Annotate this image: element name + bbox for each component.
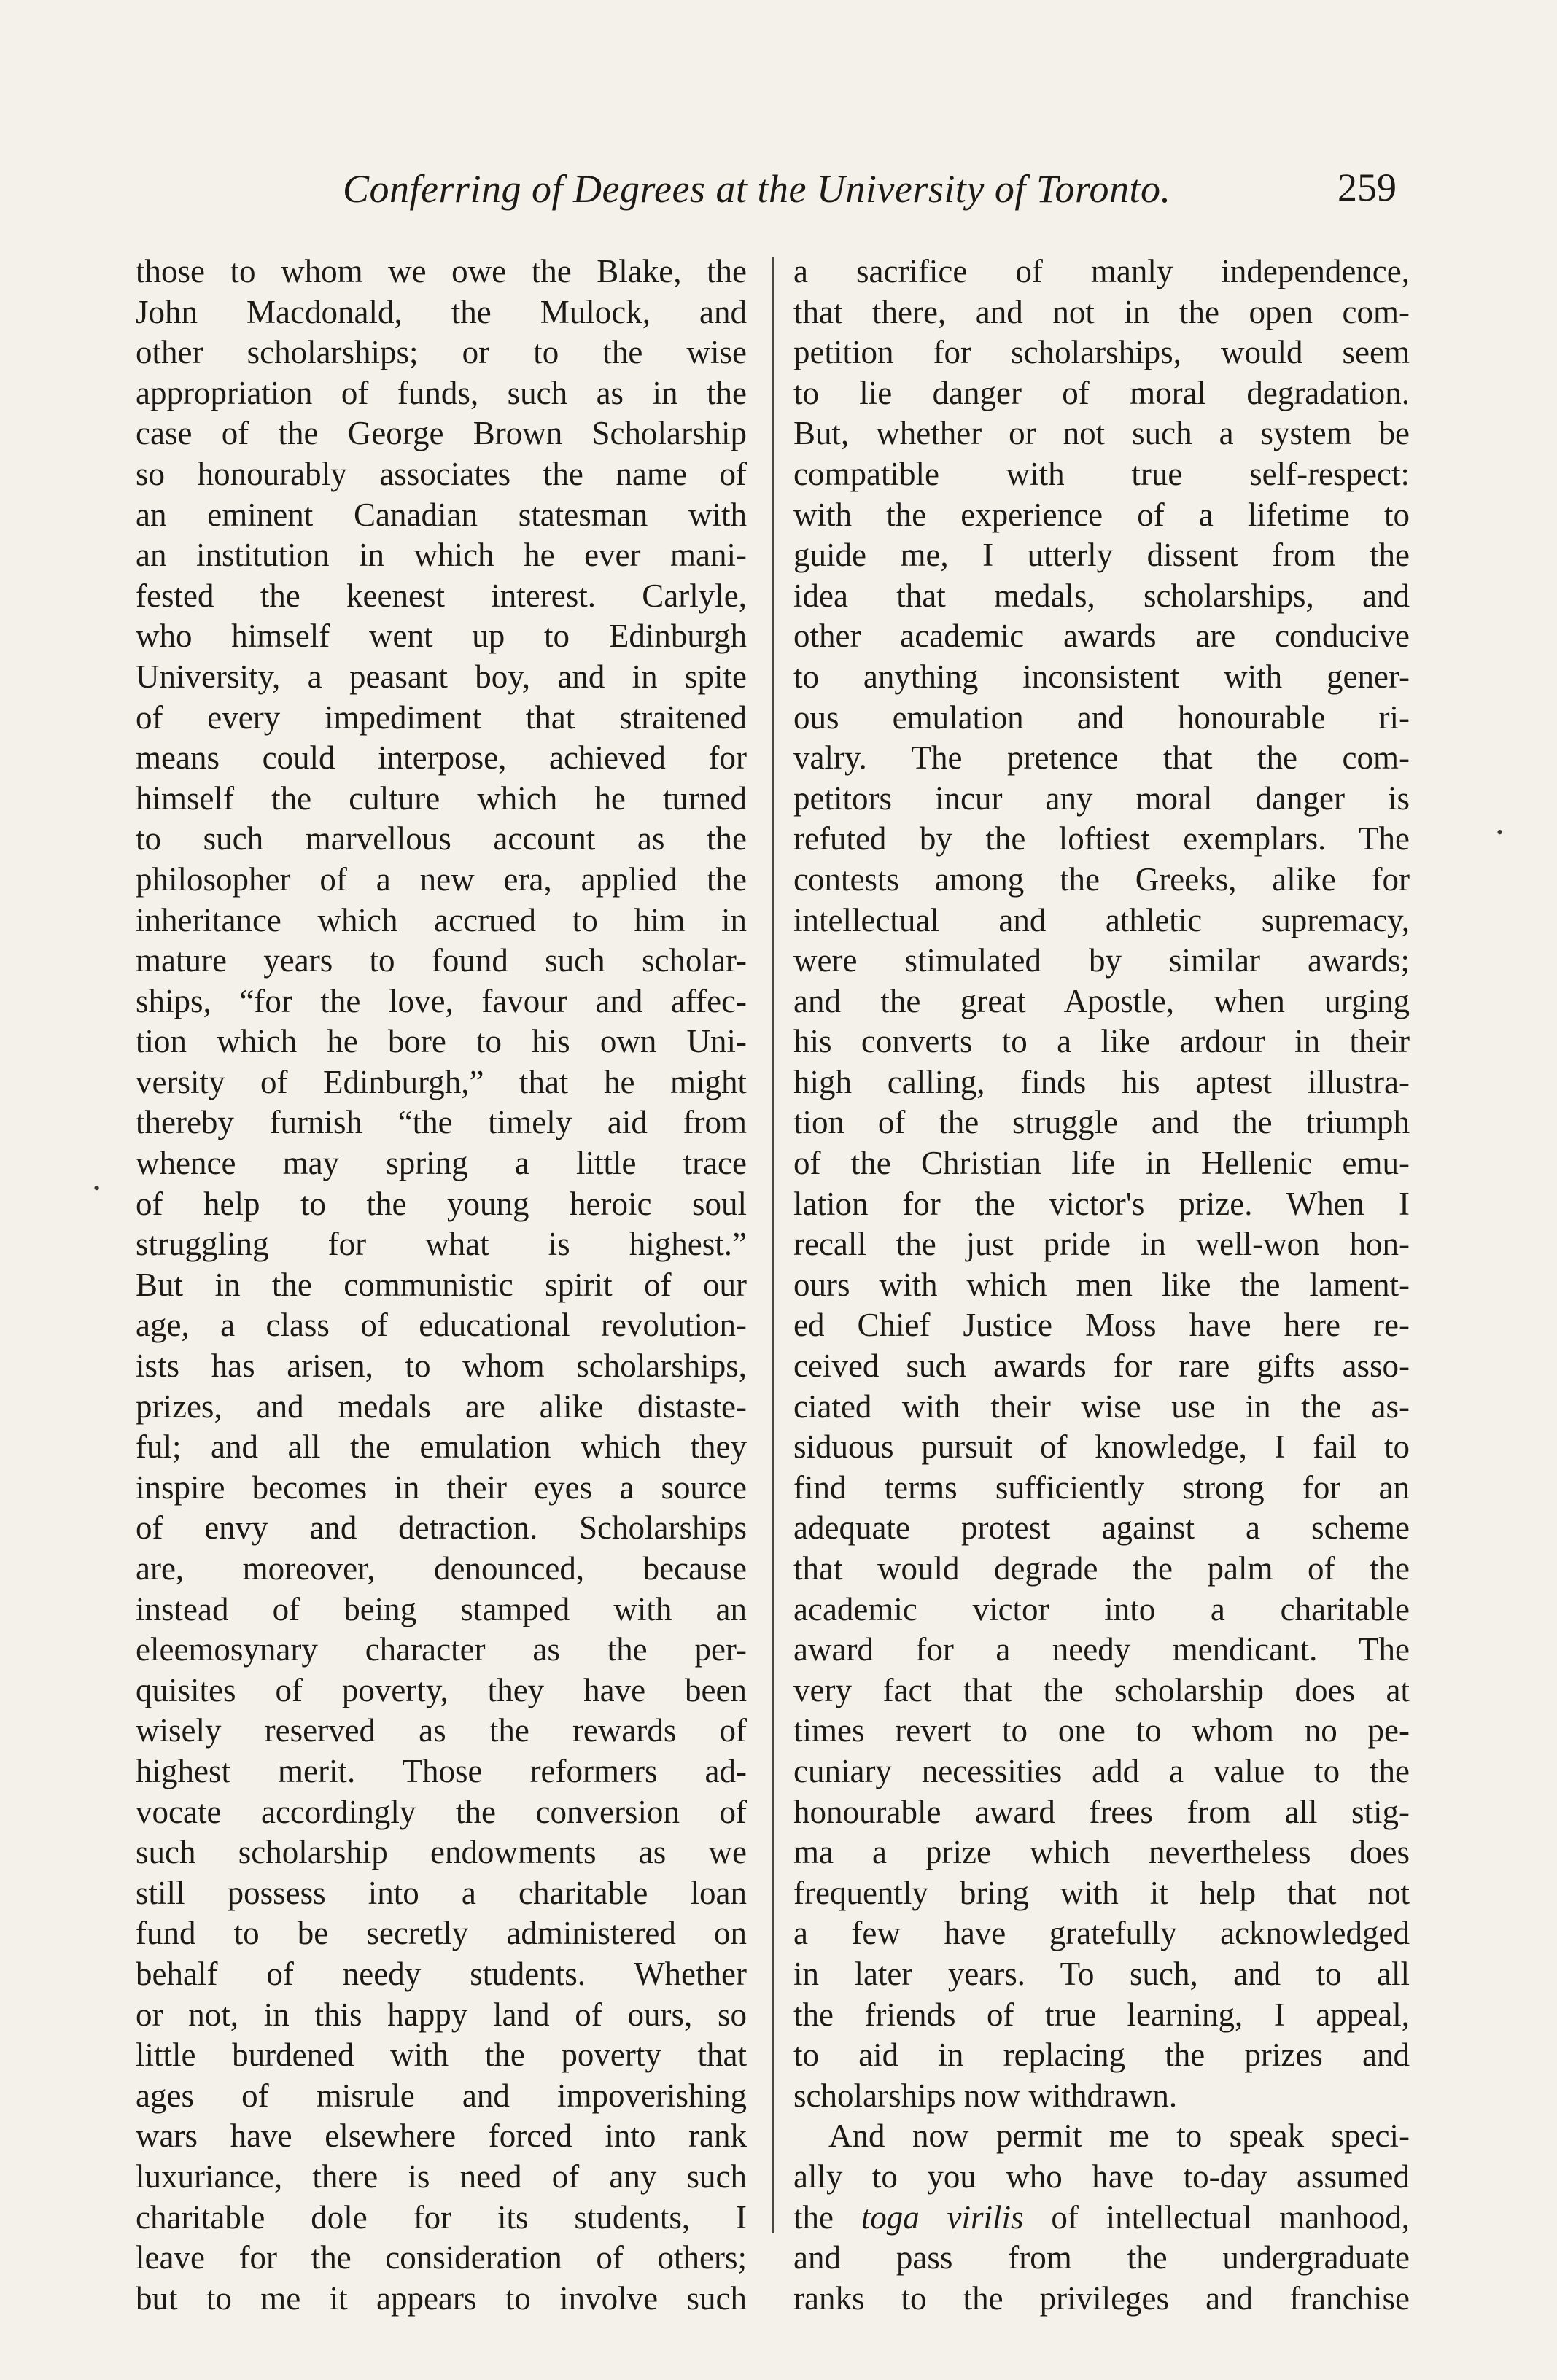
text-line: but to me it appears to involve such xyxy=(136,2279,747,2317)
text-line: of the Christian life in Hellenic emu- xyxy=(793,1145,1410,1182)
text-line: an institution in which he ever mani- xyxy=(136,537,747,574)
text-line: highest merit. Those reformers ad- xyxy=(136,1752,747,1789)
text-line: of every impediment that straitened xyxy=(136,699,747,736)
text-line: and the great Apostle, when urging xyxy=(793,982,1410,1019)
text-line: versity of Edinburgh,” that he might xyxy=(136,1063,747,1100)
text-line: mature years to found such scholar- xyxy=(136,942,747,979)
text-line: his converts to a like ardour in their xyxy=(793,1023,1410,1060)
text-line: inspire becomes in their eyes a source xyxy=(136,1469,747,1506)
text-line: to anything inconsistent with gener- xyxy=(793,658,1410,695)
text-line: a sacrifice of manly independence, xyxy=(793,253,1410,289)
text-line: in later years. To such, and to all xyxy=(793,1955,1410,1992)
text-line: with the experience of a lifetime to xyxy=(793,496,1410,533)
text-line: John Macdonald, the Mulock, and xyxy=(136,293,747,330)
text-line: little burdened with the poverty that xyxy=(136,2037,747,2074)
text-line: inheritance which accrued to him in xyxy=(136,901,747,938)
text-line: fund to be secretly administered on xyxy=(136,1915,747,1952)
running-title: Conferring of Degrees at the University of Toronto. xyxy=(343,167,1171,211)
text-line: appropriation of funds, such as in the xyxy=(136,374,747,411)
text-line: luxuriance, there is need of any such xyxy=(136,2158,747,2195)
text-line: ma a prize which nevertheless does xyxy=(793,1834,1410,1871)
text-line: cuniary necessities add a value to the xyxy=(793,1752,1410,1789)
text-line: academic victor into a charitable xyxy=(793,1590,1410,1628)
text-run: the xyxy=(793,2198,861,2236)
text-line: ed Chief Justice Moss have here re- xyxy=(793,1307,1410,1344)
text-line: an eminent Canadian statesman with xyxy=(136,496,747,533)
text-line: behalf of needy students. Whether xyxy=(136,1955,747,1992)
text-line: high calling, finds his aptest illustra- xyxy=(793,1063,1410,1100)
text-line: to lie danger of moral degradation. xyxy=(793,374,1410,411)
text-line: tion which he bore to his own Uni- xyxy=(136,1023,747,1060)
text-line: valry. The pretence that the com- xyxy=(793,739,1410,777)
text-line: thereby furnish “the timely aid from xyxy=(136,1104,747,1141)
text-line: award for a needy mendicant. The xyxy=(793,1631,1410,1668)
italic-latin-phrase: toga virilis xyxy=(861,2198,1024,2236)
text-line: refuted by the loftiest exemplars. The xyxy=(793,820,1410,858)
text-line: times revert to one to whom no pe- xyxy=(793,1712,1410,1749)
text-line: ranks to the privileges and franchise xyxy=(793,2279,1410,2317)
text-line: of envy and detraction. Scholarships xyxy=(136,1509,747,1547)
text-line: ful; and all the emulation which they xyxy=(136,1428,747,1466)
paragraph-end-line: scholarships now withdrawn. xyxy=(793,2077,1178,2114)
text-line: that would degrade the palm of the xyxy=(793,1550,1410,1587)
text-line: leave for the consideration of others; xyxy=(136,2239,747,2276)
text-line: vocate accordingly the conversion of xyxy=(136,1793,747,1830)
text-line: recall the just pride in well-won hon- xyxy=(793,1226,1410,1263)
text-line: who himself went up to Edinburgh xyxy=(136,618,747,655)
text-line: wisely reserved as the rewards of xyxy=(136,1712,747,1749)
text-line: ciated with their wise use in the as- xyxy=(793,1388,1410,1425)
text-line: petition for scholarships, would seem xyxy=(793,334,1410,371)
text-line: eleemosynary character as the per- xyxy=(136,1631,747,1668)
text-line: that there, and not in the open com- xyxy=(793,293,1410,330)
text-line: or not, in this happy land of ours, so xyxy=(136,1996,747,2033)
text-line: other academic awards are conducive xyxy=(793,618,1410,655)
text-line: whence may spring a little trace xyxy=(136,1145,747,1182)
column-divider xyxy=(772,257,774,2233)
text-line: and pass from the undergraduate xyxy=(793,2239,1410,2276)
text-line: ceived such awards for rare gifts asso- xyxy=(793,1348,1410,1385)
text-line: ships, “for the love, favour and affec- xyxy=(136,982,747,1019)
text-line: very fact that the scholarship does at xyxy=(793,1671,1410,1708)
text-line: siduous pursuit of knowledge, I fail to xyxy=(793,1428,1410,1466)
text-line: were stimulated by similar awards; xyxy=(793,942,1410,979)
right-column xyxy=(793,252,1410,2319)
text-line: find terms sufficiently strong for an xyxy=(793,1469,1410,1506)
text-line: ists has arisen, to whom scholarships, xyxy=(136,1348,747,1385)
text-line: But in the communistic spirit of our xyxy=(136,1266,747,1303)
text-line: ours with which men like the lament- xyxy=(793,1266,1410,1303)
text-line: compatible with true self-respect: xyxy=(793,455,1410,492)
text-line: philosopher of a new era, applied the xyxy=(136,860,747,898)
text-line: contests among the Greeks, alike for xyxy=(793,860,1410,898)
text-line: struggling for what is highest.” xyxy=(136,1226,747,1263)
text-line-with-italic xyxy=(793,2198,1410,2239)
text-line: prizes, and medals are alike distaste- xyxy=(136,1388,747,1425)
text-line: intellectual and athletic supremacy, xyxy=(793,901,1410,938)
text-line: are, moreover, denounced, because xyxy=(136,1550,747,1587)
stray-ink-dot: • xyxy=(93,1178,101,1199)
text-line: lation for the victor's prize. When I xyxy=(793,1185,1410,1222)
left-column xyxy=(136,252,747,2319)
text-run: of intellectual manhood, xyxy=(1023,2198,1410,2236)
text-line: quisites of poverty, they have been xyxy=(136,1671,747,1708)
text-line: other scholarships; or to the wise xyxy=(136,334,747,371)
text-line: those to whom we owe the Blake, the xyxy=(136,253,747,289)
page-number: 259 xyxy=(1337,166,1397,209)
text-line: so honourably associates the name of xyxy=(136,455,747,492)
text-line: tion of the struggle and the triumph xyxy=(793,1104,1410,1141)
text-line: a few have gratefully acknowledged xyxy=(793,1915,1410,1952)
text-line: And now permit me to speak speci- xyxy=(828,2118,1410,2155)
text-line: himself the culture which he turned xyxy=(136,779,747,817)
text-line: still possess into a charitable loan xyxy=(136,1874,747,1911)
text-line: to such marvellous account as the xyxy=(136,820,747,858)
text-line: honourable award frees from all stig- xyxy=(793,1793,1410,1830)
text-line: ous emulation and honourable ri- xyxy=(793,699,1410,736)
text-line: fested the keenest interest. Carlyle, xyxy=(136,577,747,614)
text-line: But, whether or not such a system be xyxy=(793,415,1410,452)
text-line: adequate protest against a scheme xyxy=(793,1509,1410,1547)
text-line: ages of misrule and impoverishing xyxy=(136,2077,747,2114)
text-line: University, a peasant boy, and in spite xyxy=(136,658,747,695)
text-line: instead of being stamped with an xyxy=(136,1590,747,1628)
text-line: the friends of true learning, I appeal, xyxy=(793,1996,1410,2033)
text-line: such scholarship endowments as we xyxy=(136,1834,747,1871)
text-line: age, a class of educational revolution- xyxy=(136,1307,747,1344)
text-line: wars have elsewhere forced into rank xyxy=(136,2118,747,2155)
text-line: means could interpose, achieved for xyxy=(136,739,747,777)
text-line: petitors incur any moral danger is xyxy=(793,779,1410,817)
text-line: charitable dole for its students, I xyxy=(136,2198,747,2236)
text-line: case of the George Brown Scholarship xyxy=(136,415,747,452)
text-line: ally to you who have to-day assumed xyxy=(793,2158,1410,2195)
text-line: to aid in replacing the prizes and xyxy=(793,2037,1410,2074)
text-line: frequently bring with it help that not xyxy=(793,1874,1410,1911)
text-line: idea that medals, scholarships, and xyxy=(793,577,1410,614)
stray-ink-dot: • xyxy=(1496,822,1504,843)
text-line: guide me, I utterly dissent from the xyxy=(793,537,1410,574)
text-line: of help to the young heroic soul xyxy=(136,1185,747,1222)
